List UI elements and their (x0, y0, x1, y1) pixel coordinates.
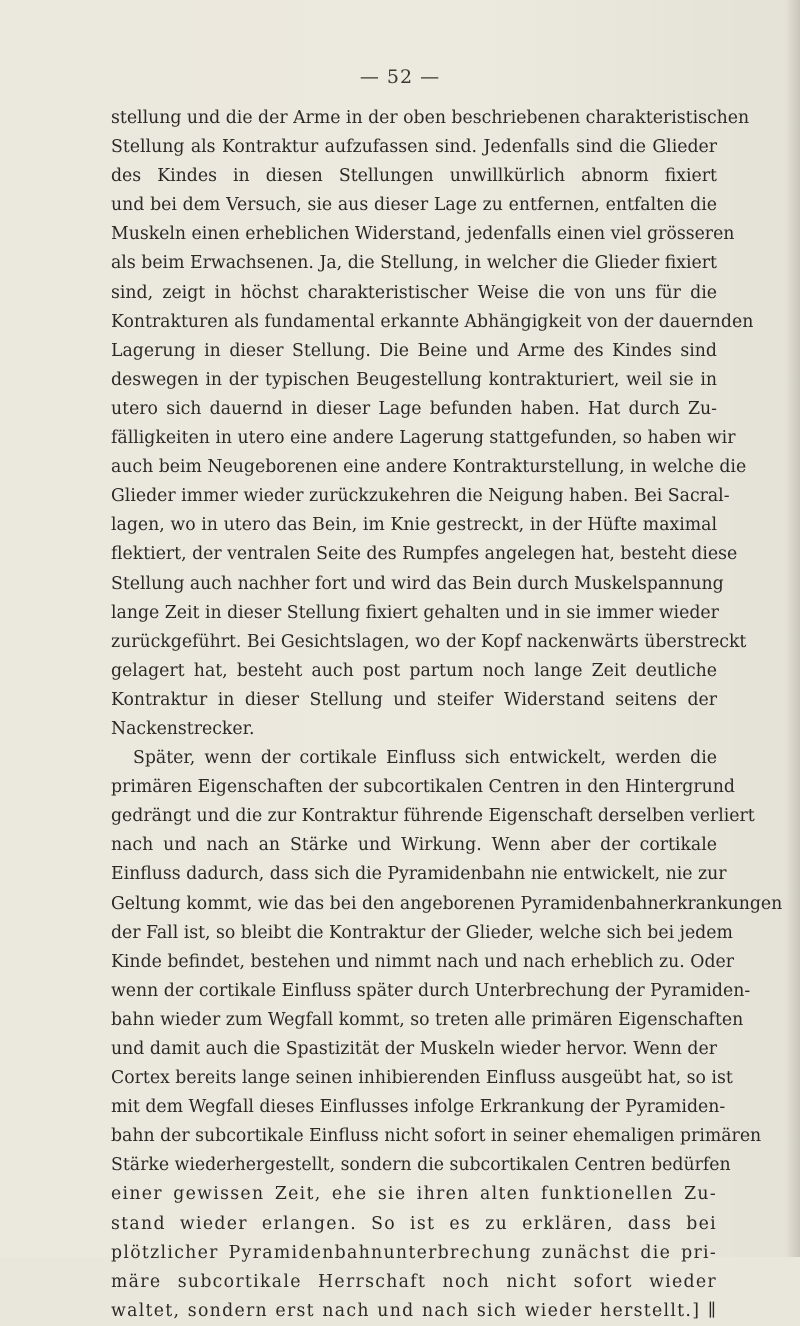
text-line: des Kindes in diesen Stellungen unwillkürlich abnorm fixiert (111, 166, 717, 187)
text-line: gedrängt und die zur Kontraktur führende Eigenschaft derselben verliert (111, 806, 755, 827)
page-edge-shadow (786, 0, 800, 1257)
text-line: bahn der subcortikale Einfluss nicht sofort in seiner ehemaligen primären (111, 1126, 762, 1147)
text-line: Cortex bereits lange seinen inhibierenden Einfluss ausgeübt hat, so ist (111, 1068, 733, 1089)
text-line: Einfluss dadurch, dass sich die Pyramidenbahn nie entwickelt, nie zur (111, 864, 727, 885)
text-line: zurückgeführt. Bei Gesichtslagen, wo der Kopf nackenwärts überstreckt (111, 631, 747, 652)
text-line: Muskeln einen erheblichen Widerstand, jedenfalls einen viel grösseren (111, 224, 735, 245)
text-line: und damit auch die Spastizität der Muskeln wieder hervor. Wenn der (111, 1039, 717, 1059)
text-line: plötzlicher Pyramidenbahnunterbrechung zunächst die pri- (111, 1242, 717, 1263)
text-line: stellung und die der Arme in der oben beschriebenen charakteristischen (111, 108, 750, 128)
text-line: bahn wieder zum Wegfall kommt, so treten alle primären Eigenschaften (111, 1009, 744, 1030)
text-line: deswegen in der typischen Beugestellung kontrakturiert, weil sie in (111, 369, 717, 390)
text-line: nach und nach an Stärke und Wirkung. Wenn aber der cortikale (111, 835, 717, 856)
text-line: Kinde befindet, bestehen und nimmt nach und nach erheblich zu. Oder (111, 951, 734, 972)
text-line: primären Eigenschaften der subcortikalen Centren in den Hintergrund (111, 777, 735, 798)
text-line: mit dem Wegfall dieses Einflusses infolge Erkrankung der Pyramiden- (111, 1097, 726, 1118)
text-line: Stellung als Kontraktur aufzufassen sind. Jedenfalls sind die Glieder (111, 137, 717, 158)
text-line: sind, zeigt in höchst charakteristischer Weise die von uns für die (111, 282, 717, 303)
text-line: waltet, sondern erst nach und nach sich wieder herstellt.] ∥ (111, 1300, 717, 1321)
text-line: einer gewissen Zeit, ehe sie ihren alten funktionellen Zu- (111, 1184, 717, 1205)
text-line: Später, wenn der cortikale Einfluss sich entwickelt, werden die (133, 748, 717, 769)
text-line: märe subcortikale Herrschaft noch nicht sofort wieder (111, 1271, 717, 1292)
text-line: und bei dem Versuch, sie aus dieser Lage zu entfernen, entfalten die (111, 195, 717, 216)
text-line: wenn der cortikale Einfluss später durch Unterbrechung der Pyramiden- (111, 980, 751, 1001)
text-line: flektiert, der ventralen Seite des Rumpfes angelegen hat, besteht diese (111, 544, 738, 565)
text-line: stand wieder erlangen. So ist es zu erklären, dass bei (111, 1213, 717, 1234)
text-line: fälligkeiten in utero eine andere Lagerung stattgefunden, so haben wir (111, 428, 736, 449)
text-line: auch beim Neugeborenen eine andere Kontrakturstellung, in welche die (111, 457, 747, 478)
page-number: — 52 — (359, 66, 441, 88)
text-line: Lagerung in dieser Stellung. Die Beine und Arme des Kindes sind (111, 340, 717, 361)
text-line: Stärke wiederhergestellt, sondern die subcortikalen Centren bedürfen (111, 1155, 731, 1176)
text-line: Stellung auch nachher fort und wird das Bein durch Muskelspannung (111, 573, 724, 594)
text-line: Kontrakturen als fundamental erkannte Abhängigkeit von der dauernden (111, 311, 754, 332)
text-line: Kontraktur in dieser Stellung und steifer Widerstand seitens der (111, 689, 717, 710)
text-line: der Fall ist, so bleibt die Kontraktur der Glieder, welche sich bei jedem (111, 922, 733, 943)
text-line: lange Zeit in dieser Stellung fixiert gehalten und in sie immer wieder (111, 602, 719, 623)
text-line: Nackenstrecker. (111, 718, 255, 739)
text-line: gelagert hat, besteht auch post partum noch lange Zeit deutliche (111, 660, 717, 681)
text-line: Geltung kommt, wie das bei den angeborenen Pyramidenbahnerkrankungen (111, 893, 783, 914)
text-line: utero sich dauernd in dieser Lage befunden haben. Hat durch Zu- (111, 398, 717, 419)
text-line: lagen, wo in utero das Bein, im Knie gestreckt, in der Hüfte maximal (111, 515, 717, 536)
body-text (111, 104, 783, 1326)
text-line: als beim Erwachsenen. Ja, die Stellung, in welcher die Glieder fixiert (111, 253, 717, 274)
text-line: Glieder immer wieder zurückzukehren die Neigung haben. Bei Sacral- (111, 486, 730, 507)
